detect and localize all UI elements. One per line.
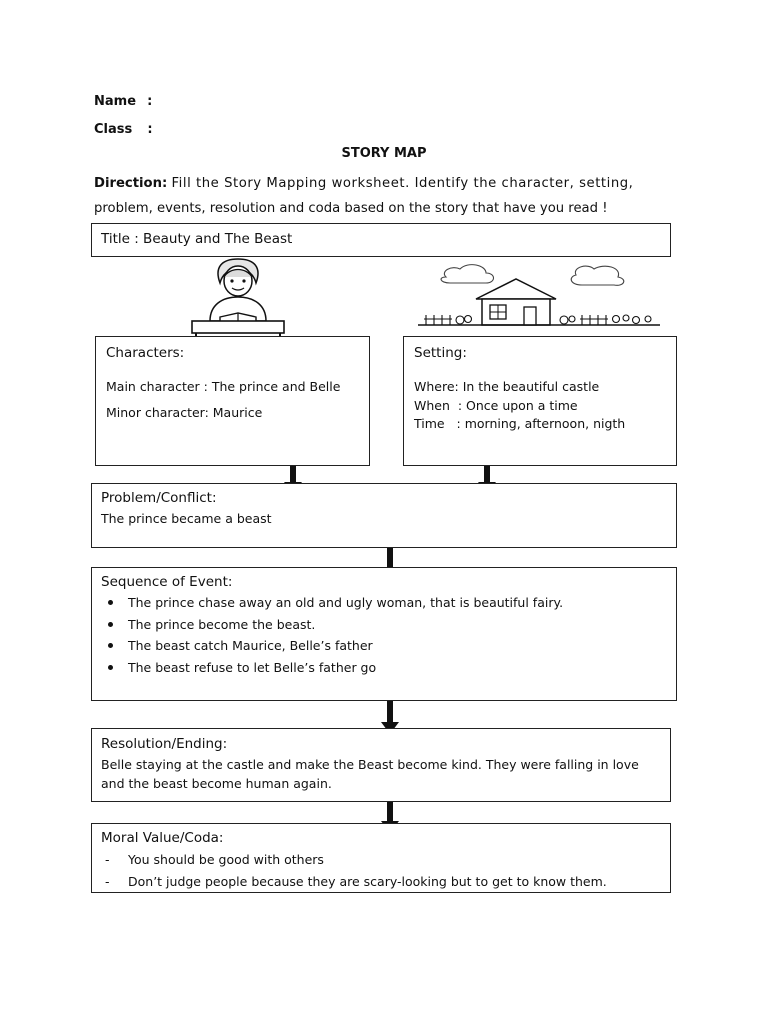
bullet-icon [108,622,113,627]
resolution-line-1: Belle staying at the castle and make the Beast become kind. They were falling in love [101,757,639,772]
story-title: Title : Beauty and The Beast [101,231,293,247]
resolution-box [91,728,671,802]
event-item: The prince chase away an old and ugly woman, that is beautiful fairy. [101,592,671,614]
setting-time: Time : morning, afternoon, nigth [414,416,626,431]
setting-heading: Setting: [414,345,467,361]
house-illustration [416,263,662,331]
moral-item: - You should be good with others [101,849,666,871]
event-item: The beast refuse to let Belle’s father go [101,657,671,679]
problem-heading: Problem/Conflict: [101,490,217,506]
setting-box [403,336,677,466]
bullet-icon [108,665,113,670]
moral-item: - Don’t judge people because they are scary-looking but to get to know them. [101,871,666,893]
class-colon: : [147,122,153,137]
direction-label: Direction: [94,176,168,191]
bullet-icon [108,643,113,648]
name-label: Name [94,94,137,109]
direction-line-2: problem, events, resolution and coda based on the story that have you read ! [94,201,608,216]
characters-heading: Characters: [106,345,185,361]
events-list [101,592,671,678]
resolution-heading: Resolution/Ending: [101,736,228,752]
dash-marker: - [105,852,110,867]
page-title: STORY MAP [341,146,427,161]
setting-where: Where: In the beautiful castle [414,379,600,394]
class-field [94,118,153,137]
bullet-icon [108,600,113,605]
direction-text [94,171,694,221]
moral-heading: Moral Value/Coda: [101,830,224,846]
characters-box [95,336,370,466]
events-box [91,567,677,701]
moral-box [91,823,671,893]
direction-line-1: Fill the Story Mapping worksheet. Identify the character, setting, [171,176,634,191]
title-box [91,223,671,257]
problem-box [91,483,677,548]
setting-when: When : Once upon a time [414,398,578,413]
events-heading: Sequence of Event: [101,574,233,590]
name-field [94,90,152,109]
moral-list [101,849,666,892]
dash-marker: - [105,873,110,889]
main-character: Main character : The prince and Belle [106,379,341,394]
event-item: The beast catch Maurice, Belle’s father [101,635,671,657]
resolution-line-2: and the beast become human again. [101,776,332,791]
event-item: The prince become the beast. [101,614,671,636]
class-label: Class [94,122,133,137]
name-colon: : [147,94,153,109]
problem-text: The prince became a beast [101,511,272,526]
girl-reading-illustration [190,255,286,337]
minor-character: Minor character: Maurice [106,405,263,420]
